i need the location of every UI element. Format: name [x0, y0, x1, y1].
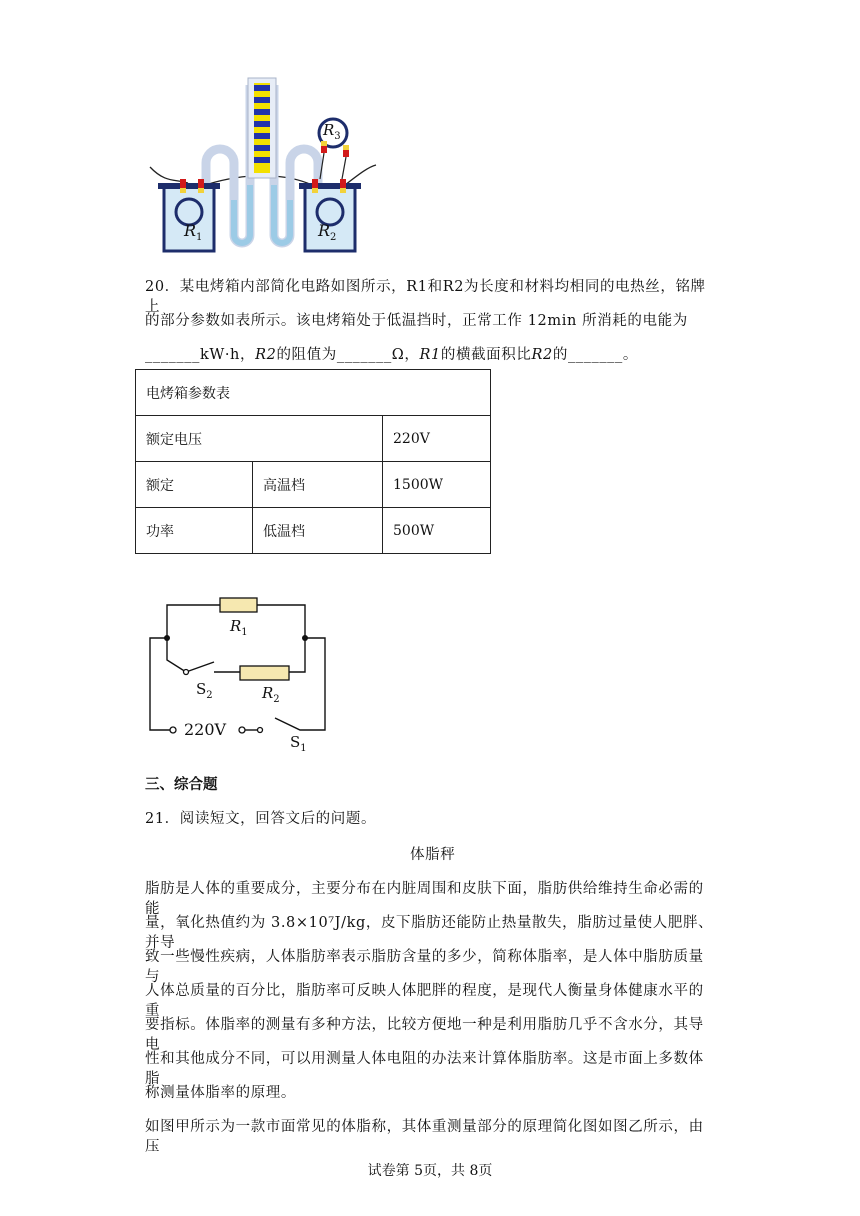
circuit-label-voltage: 220V — [184, 720, 227, 739]
low-temp-label: 低温档 — [253, 508, 383, 554]
page-footer: 试卷第 5页，共 8页 — [367, 1163, 493, 1179]
high-temp-value: 1500W — [383, 462, 491, 508]
article-line: 量，氧化热值约为 3.8×10⁷J/kg，皮下脂肪还能防止热量散失，脂肪过量使人肥胖、并导 — [145, 915, 714, 951]
article-line: 性和其他成分不同，可以用测量人体电阻的办法来计算体脂肪率。这是市面上多数体脂 — [145, 1051, 704, 1087]
label-r3: $R_3$ — [323, 121, 341, 142]
table-title: 电烤箱参数表 — [136, 370, 491, 416]
table-row — [136, 370, 491, 416]
circuit-label-r1: $R_1$ — [230, 617, 248, 638]
article-title: 体脂秤 — [410, 847, 456, 863]
q21-intro: 21．阅读短文，回答文后的问题。 — [145, 811, 377, 827]
section-heading: 三、综合题 — [145, 776, 218, 793]
circuit-label-s2: $S_2$ — [196, 680, 213, 701]
table-row — [136, 416, 491, 462]
q20-line2: 的部分参数如表所示。该电烤箱处于低温挡时，正常工作 12min 所消耗的电能为 — [145, 313, 688, 329]
power-label-bottom: 功率 — [136, 508, 253, 554]
answer-blank-3[interactable]: _______ — [567, 347, 623, 363]
article-line: 致一些慢性疾病，人体脂肪率表示脂肪含量的多少，简称体脂率，是人体中脂肪质量与 — [145, 949, 704, 985]
q20-line1: 20．某电烤箱内部简化电路如图所示，R1和R2为长度和材料均相同的电热丝，铭牌上 — [145, 279, 706, 315]
answer-blank-2[interactable]: _______ — [336, 347, 392, 363]
table-row — [136, 462, 491, 508]
article-line: 如图甲所示为一款市面常见的体脂称，其体重测量部分的原理简化图如图乙所示，由压 — [145, 1119, 704, 1155]
article-line: 人体总质量的百分比，脂肪率可反映人体肥胖的程度，是现代人衡量身体健康水平的重 — [145, 983, 704, 1019]
joule-heating-figure — [140, 75, 380, 255]
circuit-diagram — [140, 590, 340, 760]
article-line: 要指标。体脂率的测量有多种方法，比较方便地一种是利用脂肪几乎不含水分，其导电 — [145, 1017, 704, 1053]
circuit-drawing — [140, 590, 340, 760]
rated-voltage-label: 额定电压 — [136, 416, 383, 462]
q20-line3: _______kW·h，R2的阻值为_______Ω，R1的横截面积比R2的_______。 — [145, 347, 638, 363]
rated-voltage-value: 220V — [383, 416, 491, 462]
low-temp-value: 500W — [383, 508, 491, 554]
answer-blank-1[interactable]: _______ — [145, 347, 200, 363]
high-temp-label: 高温档 — [253, 462, 383, 508]
circuit-label-r2: $R_2$ — [262, 684, 280, 705]
article-line: 脂肪是人体的重要成分，主要分布在内脏周围和皮肤下面，脂肪供给维持生命必需的能 — [145, 881, 704, 917]
circuit-label-s1: $S_1$ — [290, 733, 307, 754]
power-label-top: 额定 — [136, 462, 253, 508]
label-r2: $R_2$ — [318, 221, 337, 244]
apparatus-drawing — [140, 75, 380, 255]
label-r1: $R_1$ — [184, 221, 203, 244]
table-row — [136, 508, 491, 554]
article-line: 称测量体脂率的原理。 — [145, 1085, 296, 1101]
oven-parameter-table — [135, 369, 491, 554]
